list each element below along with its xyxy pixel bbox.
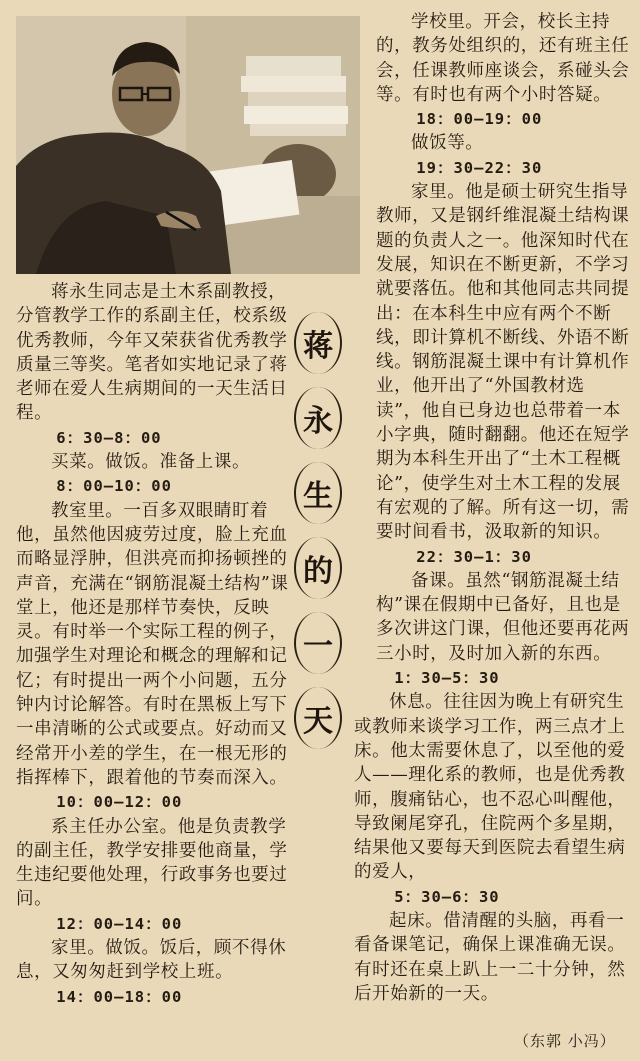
wide-lower-block — [354, 666, 630, 1006]
author-byline: （东郭 小冯） — [514, 1032, 616, 1050]
portrait-photo — [16, 16, 360, 274]
teacher-photo-illustration — [16, 16, 360, 274]
article-title — [291, 312, 351, 762]
right-column — [354, 10, 630, 1006]
entry-text: 家里。做饭。饭后，顾不得休息，又匆匆赶到学校上班。 — [16, 938, 287, 983]
intro-paragraph: 蒋永生同志是土木系副教授，分管教学工作的系副主任，校系级优秀教师，今年又荣获省优秀教学质量三等奖。笔者如实地记录了蒋老师在爱人生病期间的一天生活日程。 — [16, 282, 288, 424]
time-heading: 14：00—18：00 — [56, 987, 183, 1006]
time-heading: 10：00—12：00 — [56, 793, 183, 812]
entry-text: 家里。他是硕士研究生指导教师，又是钢纤维混凝土结构课题的负责人之一。他深知时代在发展，知识在不断更新，不学习就要落伍。他和其他同志共同提出：在本科生中应有两个不断线，即计算机不断线、外语不断线。钢筋混凝土课中有计算机作业，他开出了“外国教材选读”，他自已身边也总带着一本小字典，随时翻翻。他还在短学期为本科生开出了“土木工程概论”，使学生对土木工程的发展有宏观的了解。所有这一切，需要时间看书，汲取新的知识。 — [376, 182, 630, 543]
title-char: 天 — [294, 687, 342, 749]
entry-text: 系主任办公室。他是负责教学的副主任，教学安排要他商量，学生违纪要他处理，行政事务也要过问。 — [16, 816, 288, 910]
title-char: 一 — [294, 612, 342, 674]
time-heading: 8：00—10：00 — [56, 477, 172, 496]
time-heading: 19：30—22：30 — [416, 158, 543, 177]
time-heading: 12：00—14：00 — [56, 914, 183, 933]
entry-text: 教室里。一百多双眼睛盯着他，虽然他因疲劳过度，脸上充血而略显浮肿，但洪亮而抑扬顿挫的声音，充满在“钢筋混凝土结构”课堂上，他还是那样节奏快，反映灵。有时举一个实际工程的例子，加强学生对理论和概念的理解和记忆；有时提出一两个小问题，五分钟内讨论解答。有时在黑板上写下一串清晰的公式或要点。好动而又经常开小差的学生，在一根无形的指挥棒下，跟着他的节奏而深入。 — [16, 500, 289, 788]
title-char: 生 — [294, 462, 342, 524]
title-char: 永 — [294, 387, 342, 449]
time-heading: 5：30—6：30 — [394, 887, 500, 906]
time-heading: 6：30—8：00 — [56, 428, 162, 447]
entry-text: 买菜。做饭。准备上课。 — [51, 452, 251, 473]
entry-text: 起床。借清醒的头脑，再看一看备课笔记，确保上课准确无误。有时还在桌上趴上一二十分钟，然后开始新的一天。 — [354, 910, 626, 1004]
entry-text: 备课。虽然“钢筋混凝土结构”课在假期中已备好，且也是多次讲这门课，但他还要再花两三小时，及时加入新的东西。 — [376, 570, 630, 664]
entry-text: 做饭等。 — [411, 133, 484, 154]
continuation-text: 学校里。开会，校长主持的，教务处组织的，还有班主任会，任课教师座谈会，系碰头会等。有时也有两个小时答疑。 — [376, 12, 630, 105]
entry-text: 休息。往往因为晚上有研究生或教师来谈学习工作，两三点才上床。他太需要休息了，以至他的爱人——理化系的教师，也是优秀教师，腹痛钻心，也不忍心叫醒他，导致阑尾穿孔，住院两个多星期，结果他又要每天到医院去看望生病的爱人， — [354, 692, 626, 883]
time-heading: 18：00—19：00 — [416, 110, 543, 129]
time-heading: 1：30—5：30 — [394, 669, 500, 688]
title-char: 的 — [294, 537, 342, 599]
left-column — [16, 280, 298, 1009]
time-heading: 22：30—1：30 — [416, 547, 532, 566]
title-char: 蒋 — [294, 312, 342, 374]
